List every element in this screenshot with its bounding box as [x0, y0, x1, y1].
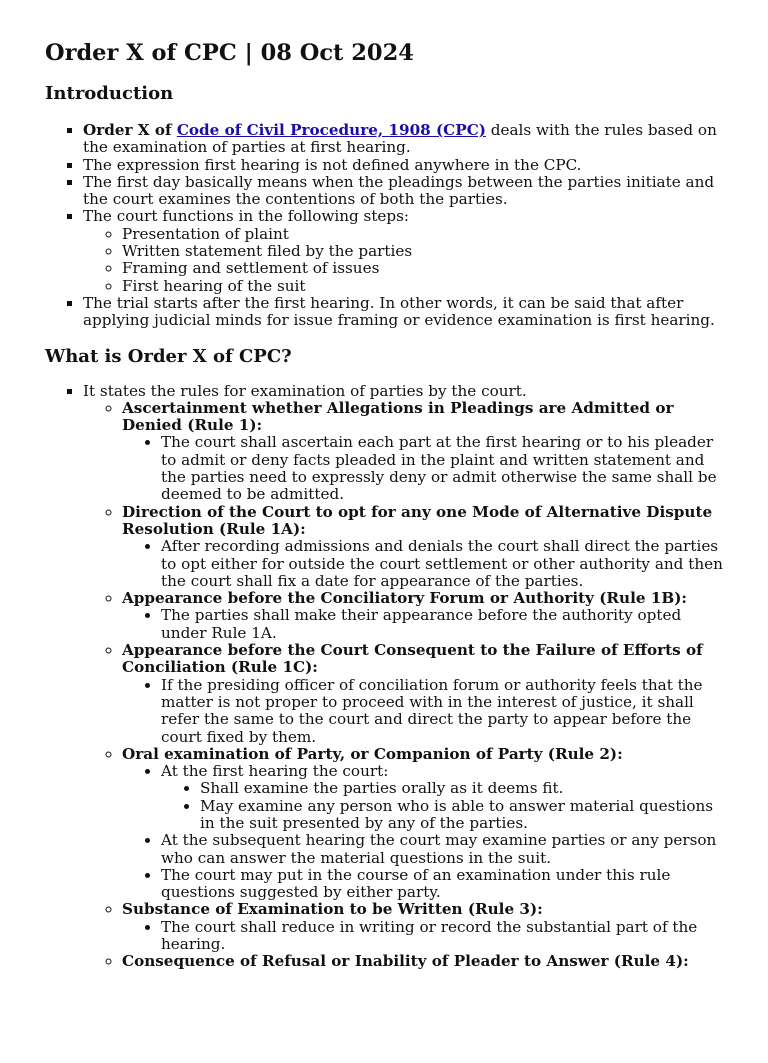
rule-title: Oral examination of Party, or Companion of Party (Rule 2):: [122, 744, 623, 763]
rule-detail: • At the subsequent hearing the court may examine parties or any person who can answer the material questions in the suit.: [161, 832, 728, 867]
steps-list: [83, 226, 728, 295]
rule-title: Ascertainment whether Allegations in Pleadings are Admitted or Denied (Rule 1):: [122, 398, 674, 435]
rule-item: [122, 746, 728, 902]
rule-item: [122, 953, 728, 970]
section-heading-what-is-order-x: What is Order X of CPC?: [45, 345, 292, 367]
rule-item: [122, 504, 728, 590]
rule-detail: • The court shall ascertain each part at the first hearing or to his pleader to admit or deny facts pleaded in the plaint and written statement and the parties need to expressly deny or admit otherwise the same shall be deemed to be admitted.: [161, 434, 728, 503]
rule-detail: • After recording admissions and denials the court shall direct the parties to opt either for outside the court settlement or other authority and then the court shall fix a date for appearance of the parties.: [161, 538, 728, 590]
list-item-text: The court functions in the following steps:: [83, 207, 410, 226]
list-item: ▪ The trial starts after the first hearing. In other words, it can be said that after applying judicial minds for issue framing or evidence examination is first hearing.: [83, 295, 728, 330]
rule-sub-details: [161, 780, 728, 832]
rule-item: [122, 901, 728, 953]
rule-item: [122, 590, 728, 642]
rule-item: [122, 400, 728, 504]
rule-sub-detail: • Shall examine the parties orally as it deems fit.: [200, 780, 728, 797]
rule-details: [122, 607, 728, 642]
introduction-list: [45, 122, 728, 330]
step-item: ◦ First hearing of the suit: [122, 278, 728, 295]
rule-title: Substance of Examination to be Written (Rule 3):: [122, 900, 543, 919]
rule-title: Appearance before the Court Consequent to the Failure of Efforts of Conciliation (Rule 1C):: [122, 641, 703, 677]
step-item: ◦ Written statement filed by the parties: [122, 243, 728, 260]
rules-list: [83, 400, 728, 971]
rule-item: [122, 642, 728, 746]
rule-detail: • The parties shall make their appearance before the authority opted under Rule 1A.: [161, 607, 728, 642]
what-list: [45, 383, 728, 971]
rule-detail-text: At the first hearing the court:: [161, 762, 389, 781]
cpc-link[interactable]: Code of Civil Procedure, 1908 (CPC): [176, 121, 486, 139]
list-item-text: It states the rules for examination of parties by the court.: [83, 381, 527, 400]
rule-details: [122, 763, 728, 901]
section-heading-introduction: Introduction: [45, 83, 174, 104]
rule-title: Appearance before the Conciliatory Forum or Authority (Rule 1B):: [122, 589, 688, 608]
rule-details: [122, 677, 728, 746]
list-item: ▪ The expression first hearing is not defined anywhere in the CPC.: [83, 157, 728, 174]
step-item: ◦ Presentation of plaint: [122, 226, 728, 243]
rule-details: [122, 434, 728, 503]
list-item: [83, 122, 728, 157]
rule-detail: • The court shall reduce in writing or record the substantial part of the hearing.: [161, 919, 728, 954]
bold-text: Order X of: [83, 121, 177, 139]
rule-details: [122, 919, 728, 954]
page-title: Order X of CPC | 08 Oct 2024: [45, 40, 414, 66]
rule-title: Consequence of Refusal or Inability of Pleader to Answer (Rule 4):: [122, 952, 689, 971]
rule-details: [122, 538, 728, 590]
step-item: ◦ Framing and settlement of issues: [122, 260, 728, 277]
rule-detail: • If the presiding officer of conciliation forum or authority feels that the matter is not proper to proceed with in the interest of justice, it shall refer the same to the court and direct the party to appear before the court fixed by them.: [161, 677, 728, 746]
list-item: [83, 208, 728, 294]
rule-title: Direction of the Court to opt for any one Mode of Alternative Dispute Resolution (Rule 1A):: [122, 502, 713, 538]
rule-sub-detail: • May examine any person who is able to answer material questions in the suit presented by any of the parties.: [200, 798, 728, 833]
rule-detail: [161, 763, 728, 832]
rule-detail: • The court may put in the course of an examination under this rule questions suggested by either party.: [161, 867, 728, 902]
list-item: [83, 383, 728, 971]
document-page: [0, 39, 768, 971]
list-item: ▪ The first day basically means when the pleadings between the parties initiate and the court examines the contentions of both the parties.: [83, 174, 728, 209]
list-item-text: deals with the rules based on the examination of parties at first hearing.: [83, 121, 717, 157]
